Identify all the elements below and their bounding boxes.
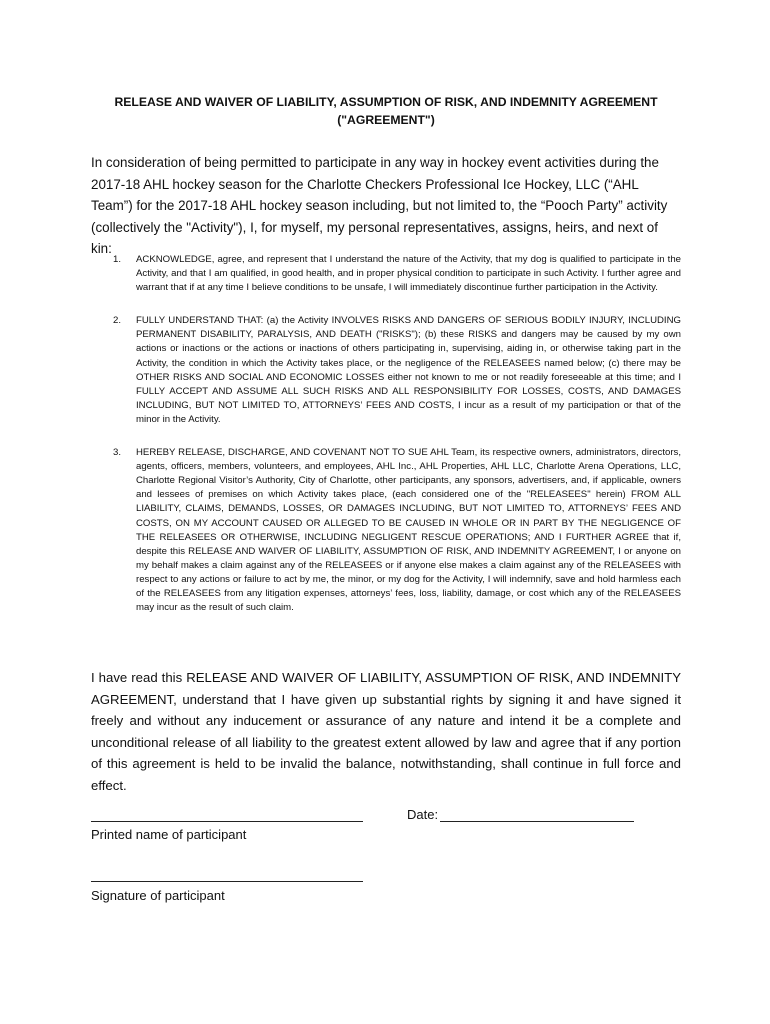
signature-line[interactable]	[91, 881, 363, 882]
clause-number: 2.	[113, 315, 122, 327]
date-line[interactable]	[440, 821, 634, 822]
intro-paragraph: In consideration of being permitted to participate in any way in hockey event activities during the 2017-18 AHL hockey season for the Charlotte Checkers Professional Ice Hockey, LLC (“AHL Team”) for the 2017-18 AHL hockey season including, but not limited to, the “Pooch Party” activity (collectively the "Activity"), I, for myself, my personal representatives, assigns, heirs, and next of kin:	[91, 155, 668, 256]
clause-text: ACKNOWLEDGE, agree, and represent that I understand the nature of the Activity, that my dog is qualified to participate in the Activity, and that I am qualified, in good health, and in proper physical condition to participate in such Activity. I further agree and warrant that if at any time I believe conditions to be unsafe, I will immediately discontinue further participation in the Activity.	[136, 254, 681, 294]
signature-label: Signature of participant	[91, 888, 225, 903]
clause-3	[91, 446, 681, 615]
clause-text: HEREBY RELEASE, DISCHARGE, AND COVENANT NOT TO SUE AHL Team, its respective owners, administrators, directors, agents, officers, members, volunteers, and employees, AHL Inc., AHL Properties, AHL LLC, Charlotte Arena Operations, LLC, Charlotte Regional Visitor’s Authority, City of Charlotte, other participants, any sponsors, advertisers, and, if applicable, owners and lessees of premises on which Activity takes place, (each considered one of the "RELEASEES" herein) FROM ALL LIABILITY, CLAIMS, DEMANDS, LOSSES, OR DAMAGES INCLUDING, BUT NOT LIMITED TO, ATTORNEYS’ FEES AND COSTS, ON MY ACCOUNT CAUSED OR ALLEGED TO BE CAUSED IN WHOLE OR IN PART BY THE NEGLIGENCE OF THE RELEASEES OR OTHERWISE, INCLUDING NEGLIGENT RESCUE OPERATIONS; AND I FURTHER AGREE that if, despite this RELEASE AND WAIVER OF LIABILITY, ASSUMPTION OF RISK, AND INDEMNITY AGREEMENT, I or anyone on my behalf makes a claim against any of the RELEASEES or if anyone else makes a claim against any of the RELEASEES with respect to any actions or failure to act by me, the minor, or my dog for the Activity, I will indemnify, save and hold harmless each of the RELEASEES from any litigation expenses, attorneys’ fees, loss, liability, damage, or cost which any of the RELEASEES may incur as the result of such claim.	[136, 447, 681, 614]
document-title-line-2: ("AGREEMENT")	[337, 113, 435, 127]
clause-1	[91, 253, 681, 295]
printed-name-label: Printed name of participant	[91, 827, 247, 842]
clause-number: 1.	[113, 254, 122, 265]
clause-list	[91, 253, 681, 615]
date-label: Date:	[407, 807, 439, 822]
printed-name-line[interactable]	[91, 821, 363, 822]
document-title-line-1: RELEASE AND WAIVER OF LIABILITY, ASSUMPTION OF RISK, AND INDEMNITY AGREEMENT	[114, 95, 658, 109]
document-title	[92, 93, 680, 129]
clause-2	[91, 314, 681, 427]
closing-paragraph: I have read this RELEASE AND WAIVER OF LIABILITY, ASSUMPTION OF RISK, AND INDEMNITY AGREEMENT, understand that I have given up substantial rights by signing it and have signed it freely and without any inducement or assurance of any nature and intend it be a complete and unconditional release of all liability to the greatest extent allowed by law and agree that if any portion of this agreement is held to be invalid the balance, notwithstanding, shall continue in full force and effect.	[91, 670, 681, 793]
clause-text: FULLY UNDERSTAND THAT: (a) the Activity INVOLVES RISKS AND DANGERS OF SERIOUS BODILY INJURY, INCLUDING PERMANENT DISABILITY, PARALYSIS, AND DEATH ("RISKS"); (b) these RISKS and dangers may be caused by my own actions or inactions or the actions or inactions of others participating in, supervising, aiding in, or otherwise taking part in the Activity, the condition in which the Activity takes place, or the negligence of the RELEASEES named below; (c) there may be OTHER RISKS AND SOCIAL AND ECONOMIC LOSSES either not known to me or not readily foreseeable at this time; and I FULLY ACCEPT AND ASSUME ALL SUCH RISKS AND ALL RESPONSIBILITY FOR LOSSES, COSTS, AND DAMAGES INCLUDING, BUT NOT LIMITED TO, ATTORNEYS’ FEES AND COSTS, I incur as a result of my participation or that of the minor in the Activity.	[136, 315, 681, 425]
clause-number: 3.	[113, 447, 122, 459]
